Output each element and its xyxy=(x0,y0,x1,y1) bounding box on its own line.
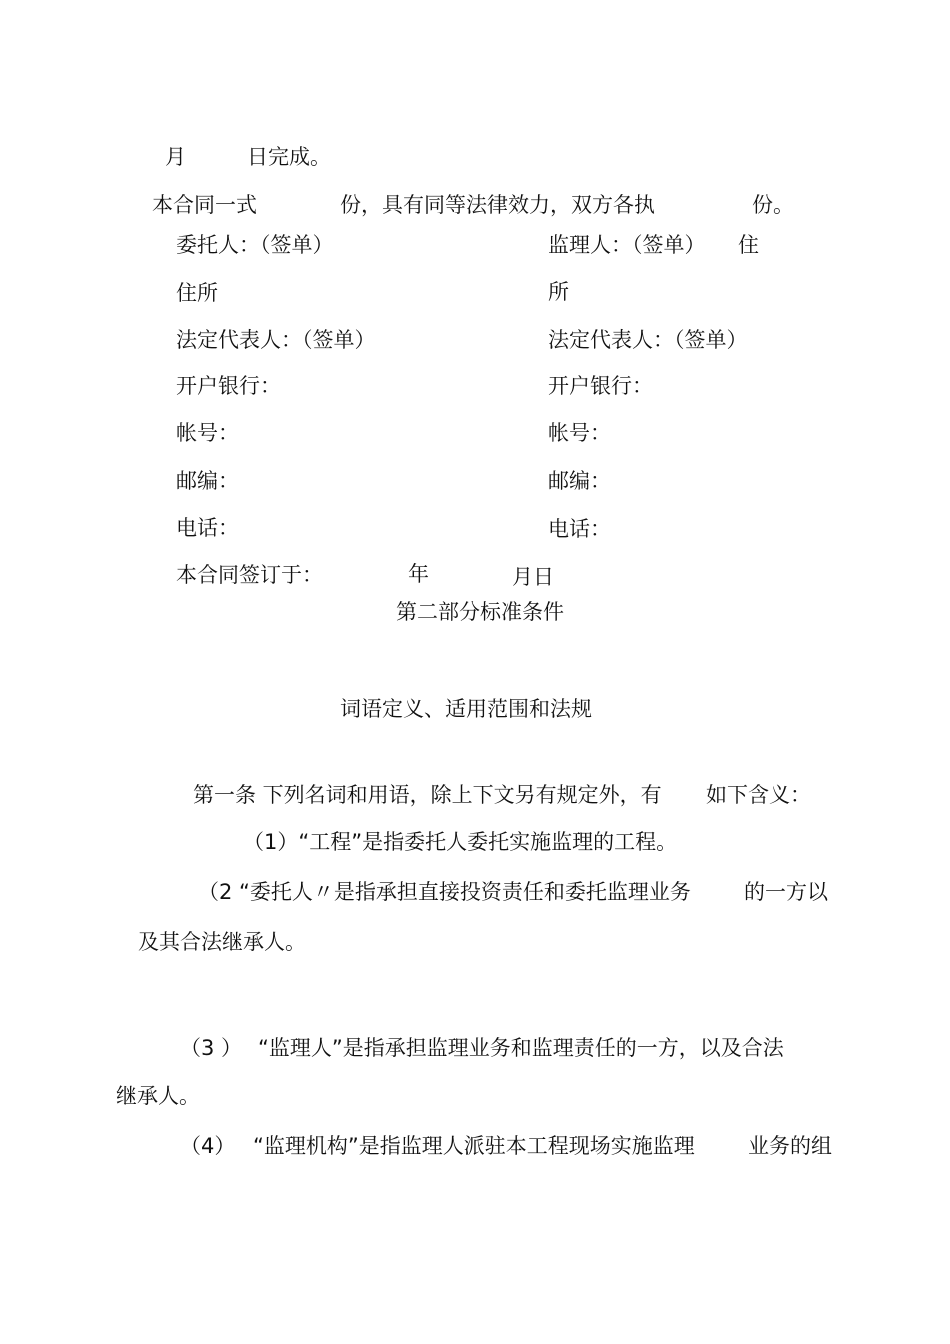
supervisor-address-b: 所 xyxy=(548,280,569,304)
client-title: 委托人：（签单） xyxy=(176,233,334,257)
article-one-item3-b: 继承人。 xyxy=(116,1084,200,1108)
signing-month-day: 月日 xyxy=(512,565,554,589)
client-postcode: 邮编： xyxy=(176,469,239,493)
article-one-intro-b: 如下含义： xyxy=(706,783,811,807)
article-one-item2-c: 及其合法继承人。 xyxy=(138,930,306,954)
supervisor-account: 帐号： xyxy=(548,421,611,445)
article-one-item2-a: （2 “委托人〃是指承担直接投资责任和委托监理业务 xyxy=(198,880,691,904)
client-address: 住所 xyxy=(176,281,218,305)
signing-year: 年 xyxy=(408,562,429,586)
client-legal-rep: 法定代表人：（签单） xyxy=(176,328,376,352)
supervisor-legal-rep: 法定代表人：（签单） xyxy=(548,328,748,352)
article-one-item4-num: （4） xyxy=(180,1134,236,1158)
supervisor-address-a: 住 xyxy=(738,233,759,257)
supervisor-bank: 开户银行： xyxy=(548,374,653,398)
client-account: 帐号： xyxy=(176,421,239,445)
article-one-item4-b: 业务的组 xyxy=(748,1134,832,1158)
signing-label: 本合同签订于： xyxy=(176,563,323,587)
article-one-item4-a: “监理机构”是指监理人派驻本工程现场实施监理 xyxy=(253,1134,695,1158)
article-one-item2-b: 的一方以 xyxy=(744,880,828,904)
client-bank: 开户银行： xyxy=(176,374,281,398)
supervisor-phone: 电话： xyxy=(548,517,611,541)
section-title: 词语定义、适用范围和法规 xyxy=(340,697,592,721)
supervisor-postcode: 邮编： xyxy=(548,469,611,493)
copies-part3: 份。 xyxy=(752,193,794,217)
copies-part2: 份，具有同等法律效力，双方各执 xyxy=(340,193,655,217)
client-phone: 电话： xyxy=(176,516,239,540)
copies-part1: 本合同一式 xyxy=(152,193,257,217)
supervisor-title: 监理人：（签单） xyxy=(548,233,706,257)
article-one-item3-a: “监理人”是指承担监理业务和监理责任的一方，以及合法 xyxy=(258,1036,784,1060)
completion-day-done: 日完成。 xyxy=(247,145,331,169)
article-one-item3-num: （3 ） xyxy=(180,1036,243,1060)
part-two-title: 第二部分标准条件 xyxy=(396,600,564,624)
article-one-intro-a: 第一条 下列名词和用语，除上下文另有规定外，有 xyxy=(193,783,662,807)
article-one-item1: （1）“工程”是指委托人委托实施监理的工程。 xyxy=(243,830,678,854)
completion-month: 月 xyxy=(165,145,186,169)
